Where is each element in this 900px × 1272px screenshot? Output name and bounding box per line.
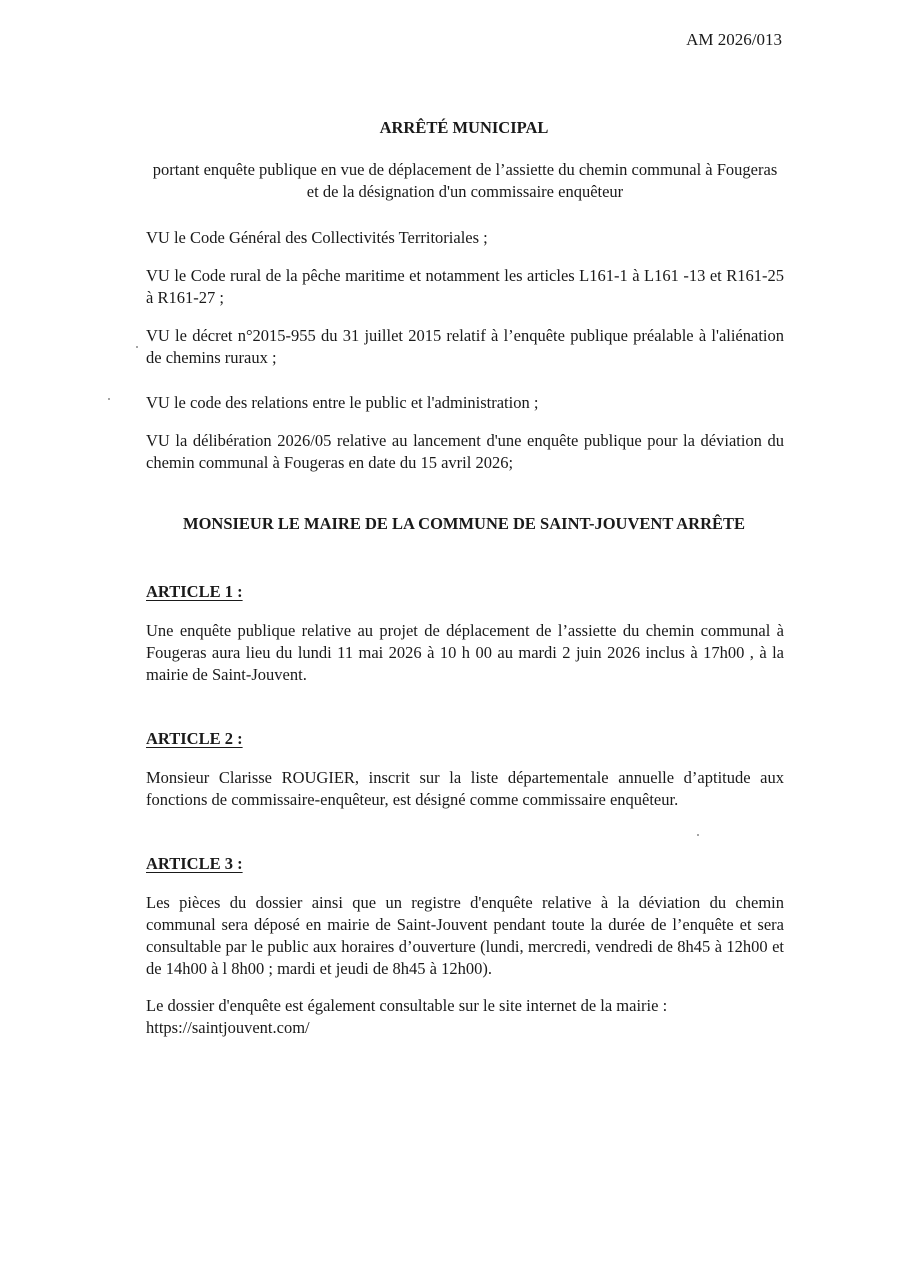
document-subtitle: portant enquête publique en vue de déplacement de l’assiette du chemin communal à Fougeras et de la désignation d'un commissaire enquêteur [152,160,778,201]
visa-5: VU la délibération 2026/05 relative au lancement d'une enquête publique pour la déviation du chemin communal à Fougeras en date du 15 avril 2026; [146,431,784,472]
visa-4: VU le code des relations entre le public et l'administration ; [146,393,539,412]
article-1-body: Une enquête publique relative au projet de déplacement de l’assiette du chemin communal à Fougeras aura lieu du lundi 11 mai 2026 à 10 h 00 au mardi 2 juin 2026 inclus à 17h00 , à la mairie de Saint-Jouvent. [146,621,784,684]
article-3-note: Le dossier d'enquête est également consultable sur le site internet de la mairie : https://saintjouvent.com/ [146,996,668,1037]
scan-speck [697,834,699,836]
article-3-body: Les pièces du dossier ainsi que un registre d'enquête relative à la déviation du chemin communal sera déposé en mairie de Saint-Jouvent pendant toute la durée de l’enquête et sera consultable par le public aux horaires d’ouverture (lundi, mercredi, vendredi de 8h45 à 12h00 et de 14h00 à l 8h00 ; mardi et jeudi de 8h45 à 12h00). [146,893,784,978]
article-3-title: ARTICLE 3 : [146,854,243,873]
decree-heading: MONSIEUR LE MAIRE DE LA COMMUNE DE SAINT-JOUVENT ARRÊTE [183,514,745,533]
article-2-body: Monsieur Clarisse ROUGIER, inscrit sur la liste départementale annuelle d’aptitude aux fonctions de commissaire-enquêteur, est désigné comme commissaire enquêteur. [146,768,784,809]
article-1-title: ARTICLE 1 : [146,582,243,601]
reference-number: AM 2026/013 [686,30,782,49]
visa-2: VU le Code rural de la pêche maritime et notamment les articles L161-1 à L161 -13 et R161-25 à R161-27 ; [146,266,784,307]
document-title: ARRÊTÉ MUNICIPAL [379,118,549,137]
visa-3: VU le décret n°2015-955 du 31 juillet 2015 relatif à l’enquête publique préalable à l'aliénation de chemins ruraux ; [146,326,784,367]
scan-speck [136,346,138,348]
scan-speck [108,398,110,400]
visa-1: VU le Code Général des Collectivités Territoriales ; [146,228,488,247]
article-2-title: ARTICLE 2 : [146,729,243,748]
